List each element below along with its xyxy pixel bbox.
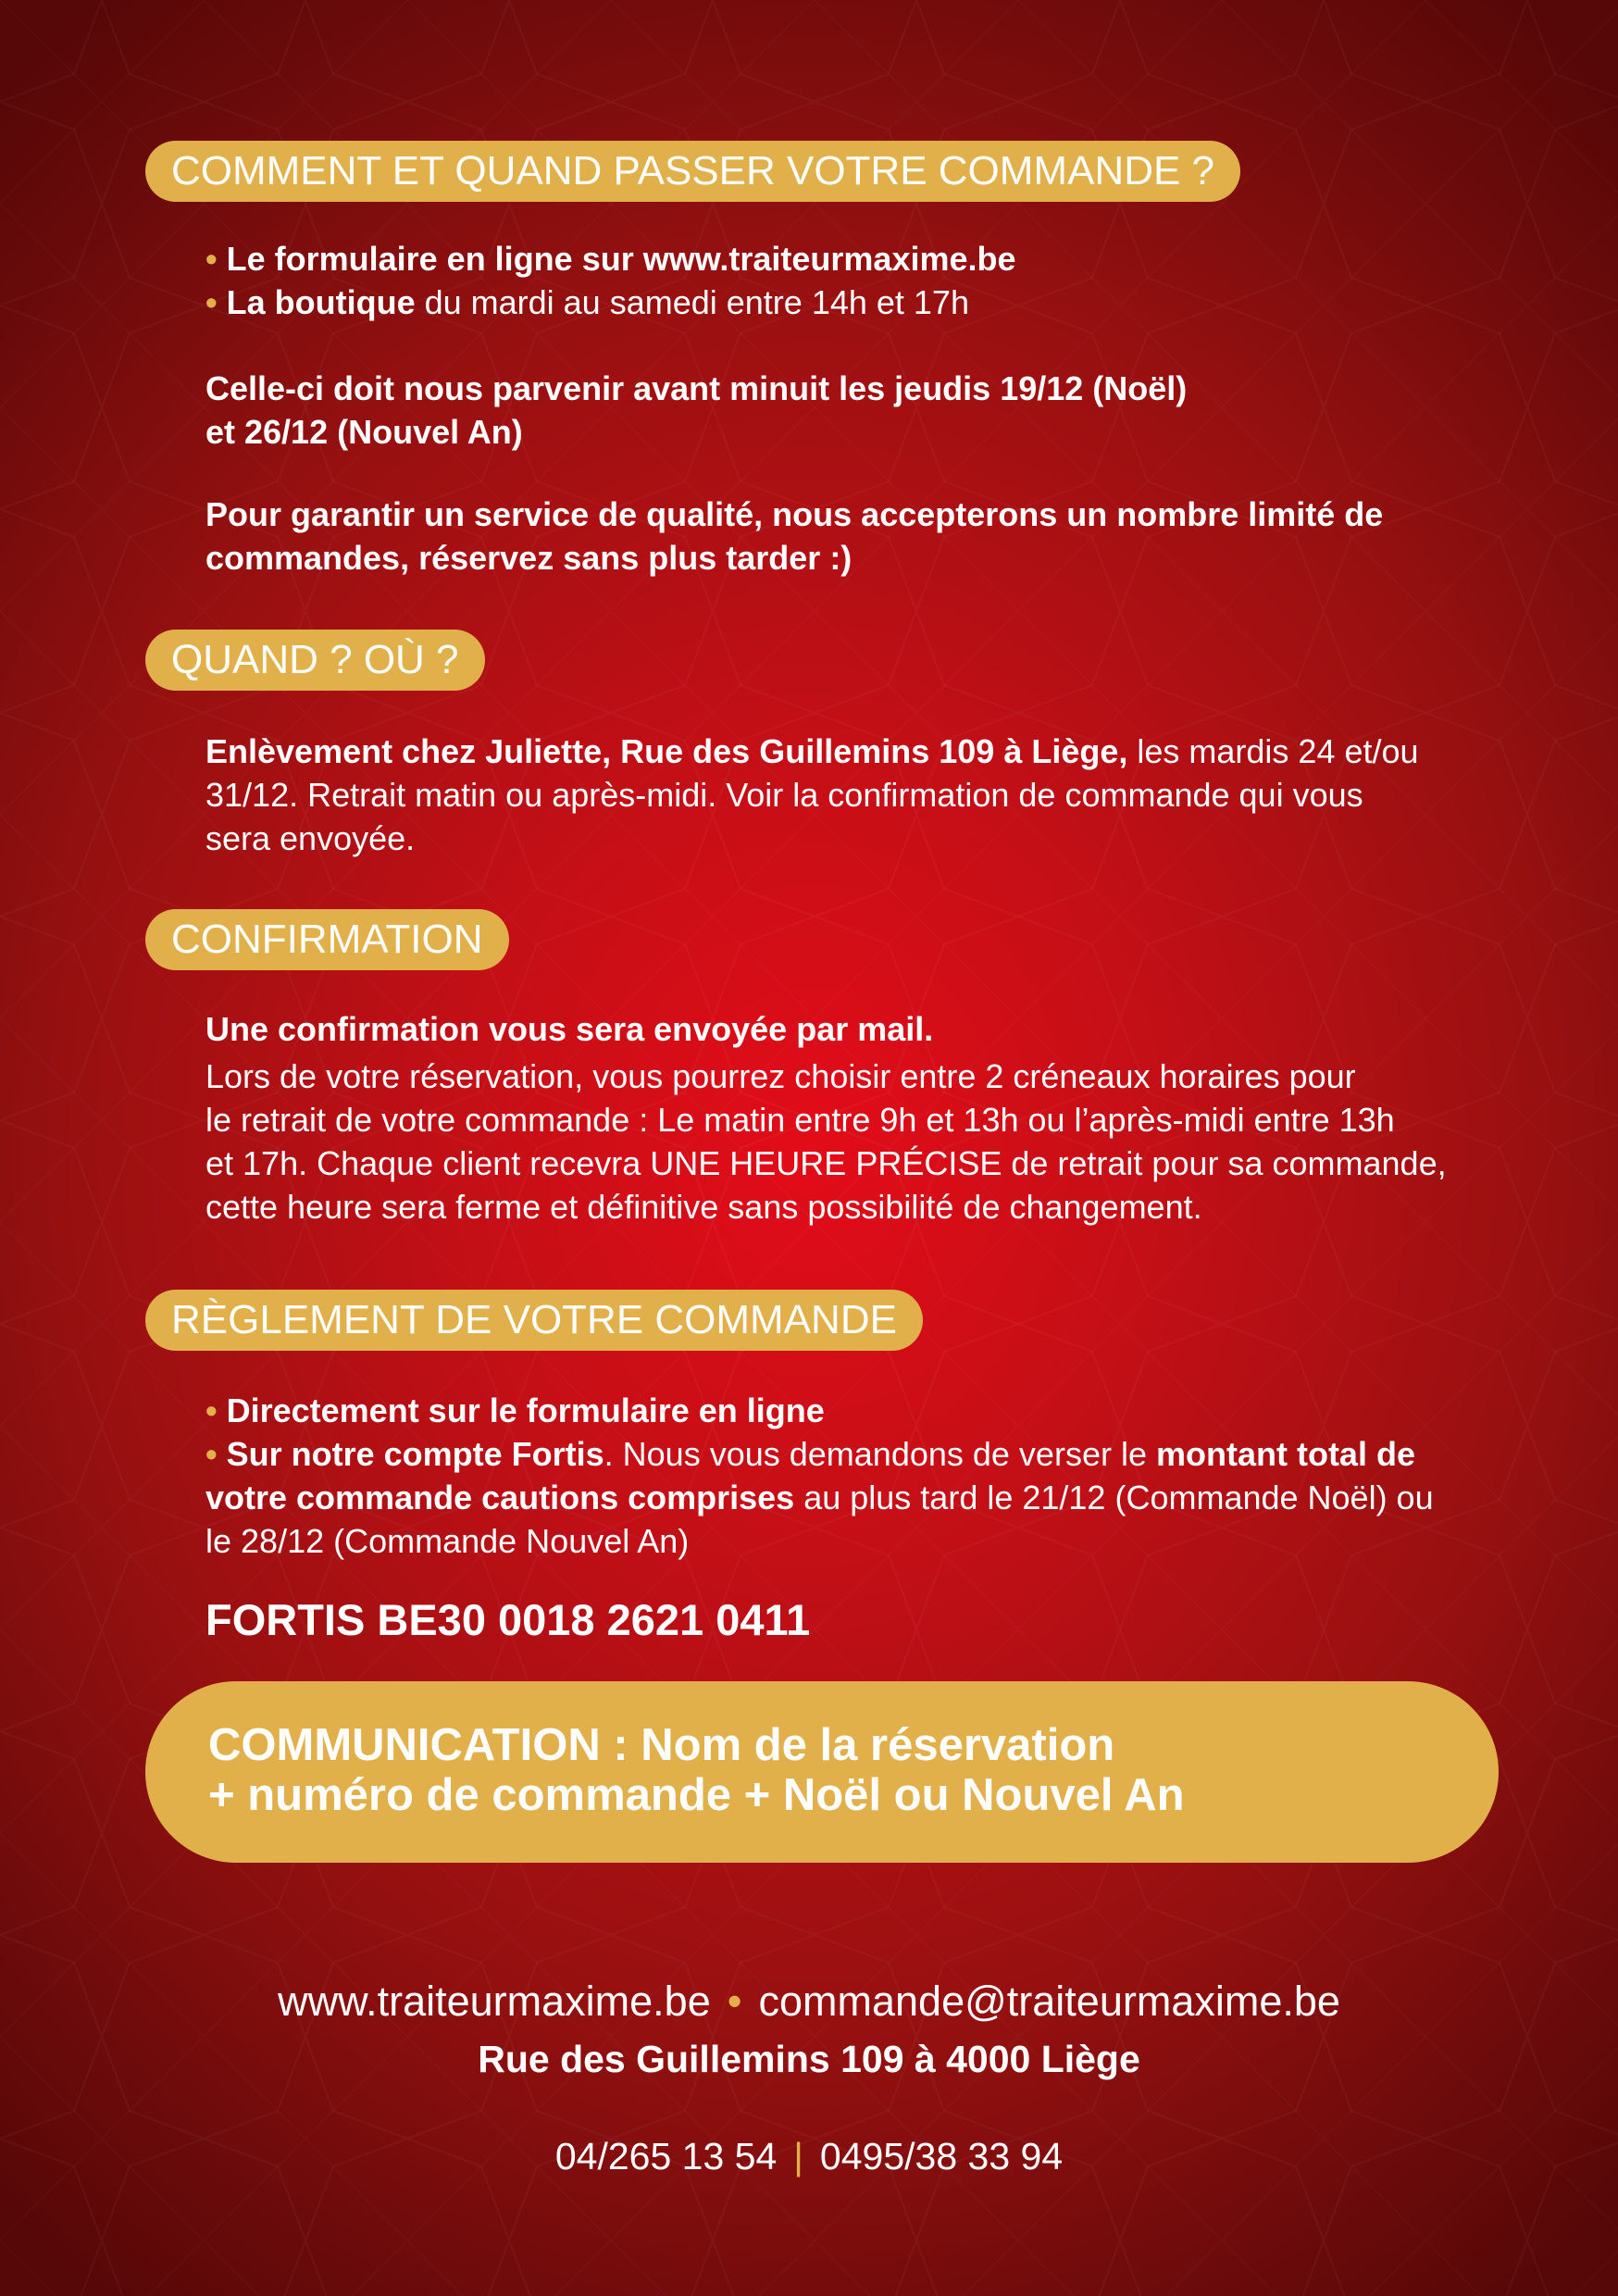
pickup-location: Enlèvement chez Juliette, Rue des Guillemins 109 à Liège,	[205, 732, 1128, 770]
communication-line: COMMUNICATION : Nom de la réservation	[208, 1720, 1115, 1770]
payment-total-detail: votre commande cautions comprises	[205, 1479, 795, 1516]
website-link[interactable]: www.traiteurmaxime.be	[278, 1978, 711, 2025]
confirmation-line: et 17h. Chaque client recevra UNE HEURE PRÉCISE de retrait pour sa commande,	[205, 1144, 1447, 1182]
bullet-icon: •	[205, 283, 218, 321]
payment-line	[205, 1476, 1483, 1519]
pickup-line: 31/12. Retrait matin ou après-midi. Voir la confirmation de commande qui vous	[205, 776, 1363, 814]
when-where-body	[205, 730, 1483, 860]
payment-body	[205, 1389, 1483, 1563]
communication-box	[145, 1681, 1499, 1863]
footer-contact	[0, 1978, 1618, 2026]
payment-deadline: au plus tard le 21/12 (Commande Noël) ou	[794, 1479, 1434, 1516]
footer-address: Rue des Guillemins 109 à 4000 Liège	[478, 2038, 1140, 2080]
footer-phones	[0, 2135, 1618, 2178]
payment-total: montant total de	[1155, 1435, 1415, 1473]
quality-line: Pour garantir un service de qualité, nous accepterons un nombre limité de	[205, 495, 1384, 533]
list-item	[205, 1432, 1483, 1476]
payment-instruction: . Nous vous demandons de verser le	[604, 1435, 1156, 1473]
communication-line: + numéro de commande + Noël ou Nouvel An	[208, 1770, 1185, 1820]
order-bullet-online: Le formulaire en ligne sur www.traiteurmaxime.be	[226, 240, 1016, 278]
order-bullet-shop-bold: La boutique	[226, 283, 416, 321]
section-title-confirmation: CONFIRMATION	[145, 909, 509, 970]
deadline-line: et 26/12 (Nouvel An)	[205, 413, 523, 451]
section-title-payment: RÈGLEMENT DE VOTRE COMMANDE	[145, 1290, 923, 1351]
quality-line: commandes, réservez sans plus tarder :)	[205, 539, 853, 577]
payment-line: le 28/12 (Commande Nouvel An)	[205, 1522, 690, 1560]
list-item	[205, 1389, 1483, 1432]
payment-fortis: Sur notre compte Fortis	[226, 1435, 604, 1473]
bullet-icon: •	[205, 1435, 218, 1473]
confirmation-line: le retrait de votre commande : Le matin entre 9h et 13h ou l’après-midi entre 13h	[205, 1101, 1395, 1139]
order-bullet-shop-hours: du mardi au samedi entre 14h et 17h	[415, 283, 969, 321]
section-title-order: COMMENT ET QUAND PASSER VOTRE COMMANDE ?	[145, 141, 1240, 202]
order-quality-notice	[205, 493, 1483, 580]
confirmation-line: cette heure sera ferme et définitive sans possibilité de changement.	[205, 1188, 1202, 1226]
mobile-number[interactable]: 0495/38 33 94	[819, 2135, 1064, 2177]
bullet-icon: •	[205, 240, 218, 278]
order-section-body	[205, 237, 1483, 324]
confirmation-body	[205, 1007, 1483, 1229]
payment-online: Directement sur le formulaire en ligne	[226, 1391, 825, 1429]
bullet-icon: •	[205, 1391, 218, 1429]
phone-number[interactable]: 04/265 13 54	[554, 2135, 778, 2177]
pickup-line	[205, 730, 1483, 773]
section-title-when-where: QUAND ? OÙ ?	[145, 630, 485, 691]
pickup-dates: les mardis 24 et/ou	[1127, 732, 1419, 770]
separator-bar: |	[793, 2135, 803, 2177]
email-link[interactable]: commande@traiteurmaxime.be	[758, 1978, 1340, 2025]
confirmation-line: Lors de votre réservation, vous pourrez choisir entre 2 créneaux horaires pour	[205, 1057, 1356, 1095]
list-item	[205, 237, 1483, 281]
confirmation-line: Une confirmation vous sera envoyée par mail.	[205, 1010, 934, 1048]
separator-dot: •	[727, 1978, 742, 2025]
pickup-line: sera envoyée.	[205, 819, 416, 857]
deadline-line: Celle-ci doit nous parvenir avant minuit les jeudis 19/12 (Noël)	[205, 369, 1188, 407]
bank-account-iban: FORTIS BE30 0018 2621 0411	[205, 1595, 811, 1644]
order-deadline	[205, 367, 1483, 454]
list-item	[205, 281, 1483, 324]
